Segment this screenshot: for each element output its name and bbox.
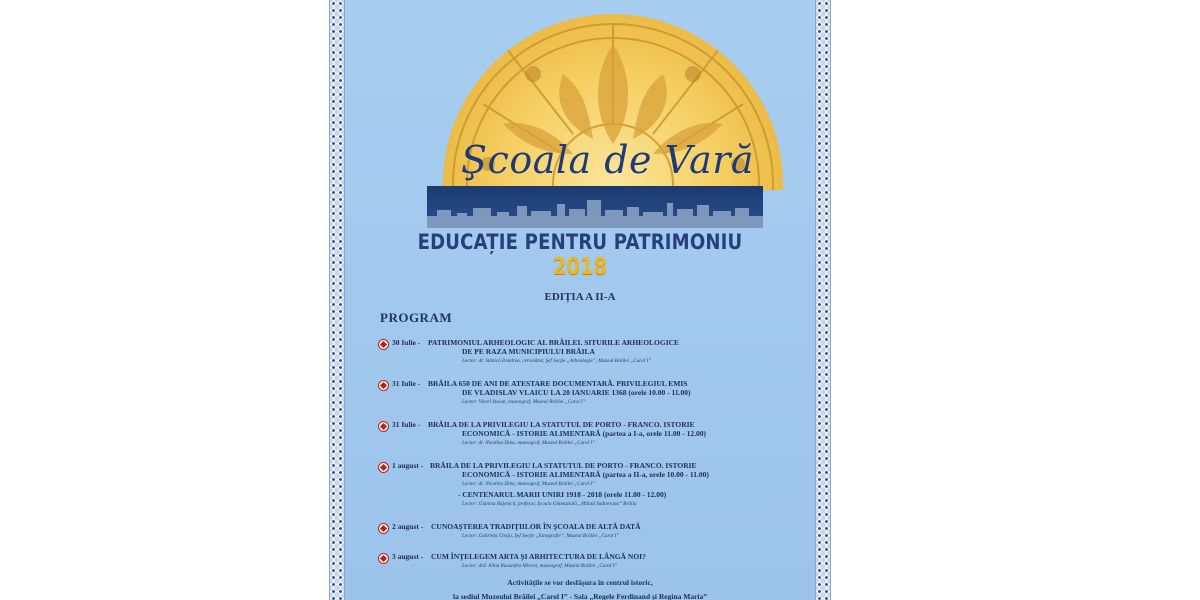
- program-lecturer: Lector: Viorel Stoian, muzeograf, Muzeul Brăilei „Carol I”: [462, 399, 586, 405]
- program-title: BRĂILA DE LA PRIVILEGIU LA STATUTUL DE PORTO - FRANCO. ISTORIE: [428, 420, 695, 429]
- headline: EDUCAȚIE PENTRU PATRIMONIU: [417, 230, 743, 254]
- right-ornament-border: [815, 0, 831, 600]
- poster-body: [345, 0, 815, 600]
- program-title-cont: DE VLADISLAV VLAICU LA 20 IANUARIE 1368 (orele 10.00 - 11.00): [462, 388, 691, 397]
- bullet-icon: [378, 421, 389, 432]
- program-date: 31 Iulie -: [392, 420, 421, 429]
- skyline-silhouette: [427, 186, 763, 228]
- program-title-cont: DE PE RAZA MUNICIPIULUI BRĂILA: [462, 347, 595, 356]
- program-title: BRĂILA 650 DE ANI DE ATESTARE DOCUMENTARĂ. PRIVILEGIUL EMIS: [428, 379, 688, 388]
- footer-location-line1: Activitățile se vor desfășura în centrul istoric,: [507, 578, 653, 587]
- program-date: 31 Iulie -: [392, 379, 421, 388]
- left-ornament-border: [329, 0, 345, 600]
- program-lecturer: Lector: dr. Stănică Pandrea, cercetător, Şef Secţie „Arheologie”, Muzeul Brăilei „Carol I”: [462, 358, 652, 364]
- bullet-icon: [378, 462, 389, 473]
- program-title-cont: ECONOMICĂ - ISTORIE ALIMENTARĂ (partea a I-a, orele 11.00 - 12.00): [462, 429, 706, 438]
- bullet-icon: [378, 553, 389, 564]
- program-lecturer: Lector: dr. Niculina Dinu, muzeograf, Muzeul Brăilei „Carol I”: [462, 481, 595, 487]
- program-title: BRĂILA DE LA PRIVILEGIU LA STATUTUL DE PORTO - FRANCO. ISTORIE: [430, 461, 697, 470]
- summer-school-title: Şcoala de Vară: [461, 138, 755, 182]
- program-lecturer: Lector: Gabriela Cleşiu, Şef Secţie „Etnografie”, Muzeul Brăilei „Carol I”: [462, 533, 620, 539]
- program-title: CUNOAŞTEREA TRADIŢIILOR ÎN ŞCOALA DE ALTĂ DATĂ: [431, 522, 641, 531]
- program-lecturer: Lector: dr. Niculina Dinu, muzeograf, Muzeul Brăilei „Carol I”: [462, 440, 595, 446]
- program-sub-lecturer: Lector: Gianina Băjenică, profesor, Şcoala Gimnazială „Mihail Sadoveanu” Brăila: [462, 501, 637, 507]
- bullet-icon: [378, 339, 389, 350]
- program-date: 30 Iulie -: [392, 338, 421, 347]
- bullet-icon: [378, 523, 389, 534]
- ornament-pattern: [443, 14, 783, 354]
- program-subtitle: - CENTENARUL MARII UNIRI 1918 - 2018 (orele 11.00 - 12.00): [458, 490, 667, 499]
- ornament-disc: [443, 14, 783, 354]
- program-title-cont: ECONOMICĂ - ISTORIE ALIMENTARĂ (partea a II-a, orele 10.00 - 11.00): [462, 470, 709, 479]
- edition-label: EDIȚIA A II-A: [544, 291, 616, 303]
- program-date: 3 august -: [392, 552, 424, 561]
- program-date: 1 august -: [392, 461, 424, 470]
- footer-location-line2: la sediul Muzeului Brăilei „Carol I” - Sala „Regele Ferdinand și Regina Maria”: [452, 592, 708, 600]
- program-lecturer: Lector: drd. Alina Ruxandra Mircea, muzeograf, Muzeul Brăilei „Carol I”: [462, 563, 618, 569]
- program-title: PATRIMONIUL ARHEOLOGIC AL BRĂILEI. SITURILE ARHEOLOGICE: [428, 338, 680, 347]
- year: 2018: [552, 254, 608, 280]
- bullet-icon: [378, 380, 389, 391]
- poster: [329, 0, 831, 600]
- program-heading: PROGRAM: [380, 310, 453, 325]
- city-skyline-banner: [427, 186, 763, 228]
- program-date: 2 august -: [392, 522, 424, 531]
- program-title: CUM ÎNŢELEGEM ARTA ŞI ARHITECTURA DE LÂNGĂ NOI?: [431, 552, 646, 561]
